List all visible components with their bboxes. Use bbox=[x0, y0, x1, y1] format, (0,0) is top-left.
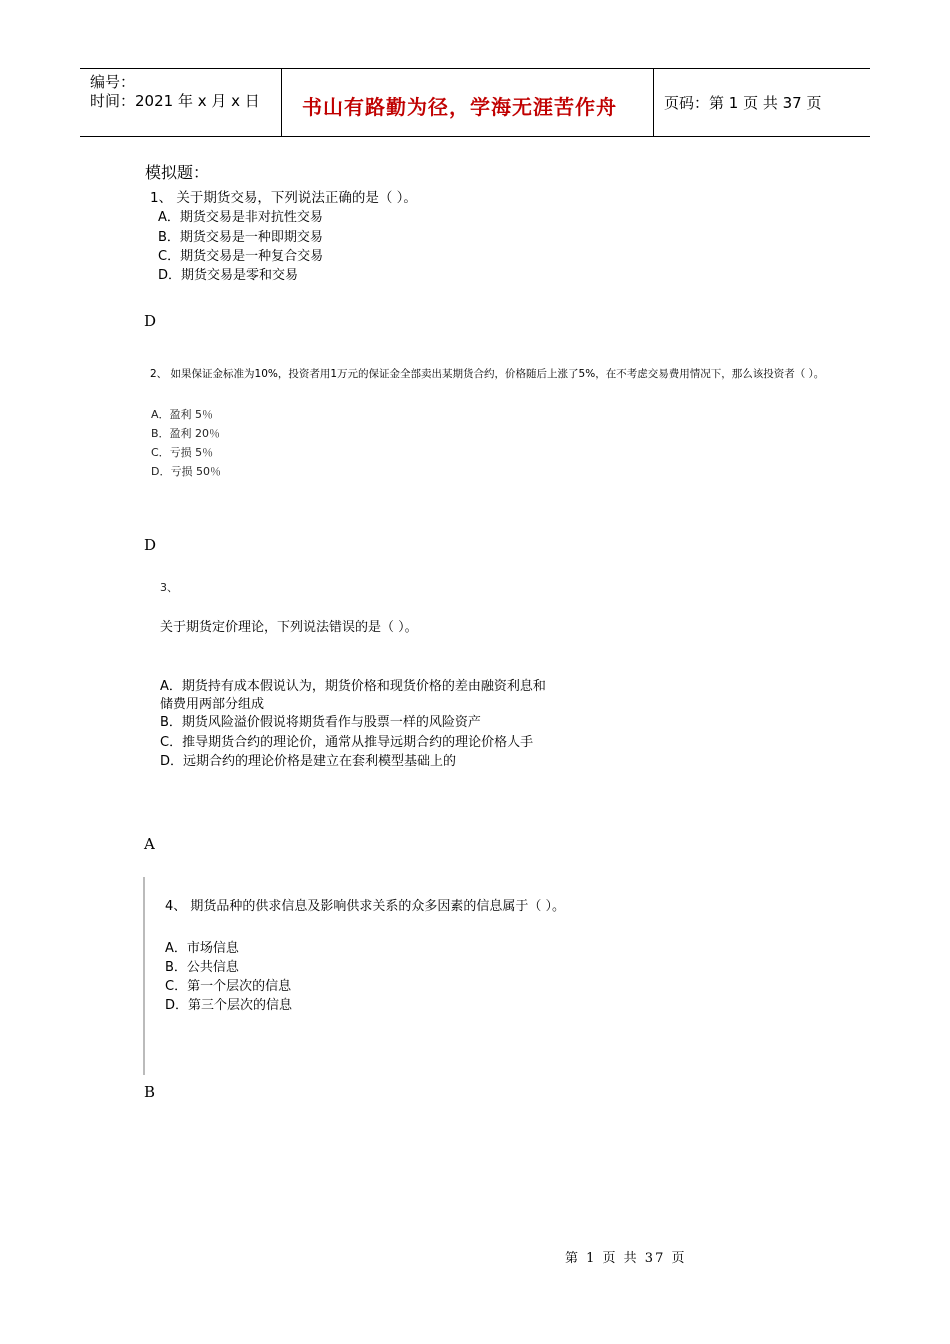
question-4-option-b: B．公共信息 bbox=[165, 960, 239, 975]
question-3-option-b: B．期货风险溢价假说将期货看作与股票一样的风险资产 bbox=[160, 715, 481, 730]
question-3-option-a-continued: 储费用两部分组成 bbox=[160, 697, 265, 712]
header-page-number: 页码：第 1 页 共 37 页 bbox=[664, 94, 822, 112]
question-4-answer: B bbox=[144, 1083, 156, 1101]
header-info-cell bbox=[80, 69, 282, 136]
header-table bbox=[80, 68, 870, 137]
section-title: 模拟题： bbox=[145, 163, 210, 182]
document-number-label: 编号： bbox=[90, 73, 136, 91]
question-1-answer: D bbox=[144, 312, 157, 330]
question-2-option-a: A．盈利 5％ bbox=[151, 408, 214, 421]
question-3-number: 3、 bbox=[160, 581, 178, 594]
question-4-option-a: A．市场信息 bbox=[165, 941, 239, 956]
question-3-option-d: D．远期合约的理论价格是建立在套利模型基础上的 bbox=[160, 754, 457, 769]
question-2-option-c: C．亏损 5％ bbox=[151, 446, 214, 459]
question-3-option-a: A．期货持有成本假说认为，期货价格和现货价格的差由融资利息和 bbox=[160, 679, 546, 694]
question-2-stem: 2、 如果保证金标准为10%，投资者用1万元的保证金全部卖出某期货合约，价格随后上涨了5%，在不考虑交易费用情况下，那么该投资者（ ）。 bbox=[150, 368, 825, 380]
header-motto: 书山有路勤为径，学海无涯苦作舟 bbox=[302, 95, 617, 119]
document-date-label: 时间：2021 年 x 月 x 日 bbox=[90, 92, 260, 110]
question-2-answer: D bbox=[144, 536, 157, 554]
page-footer: 第 1 页 共 37 页 bbox=[565, 1251, 687, 1266]
question-4-option-d: D．第三个层次的信息 bbox=[165, 998, 293, 1013]
header-page-cell bbox=[655, 69, 870, 136]
question-4-option-c: C．第一个层次的信息 bbox=[165, 979, 292, 994]
question-2-option-d: D．亏损 50％ bbox=[151, 465, 221, 478]
question-1-option-c: C．期货交易是一种复合交易 bbox=[158, 249, 324, 264]
header-motto-cell bbox=[282, 69, 654, 136]
question-1-option-d: D．期货交易是零和交易 bbox=[158, 268, 299, 283]
question-3-answer: A bbox=[144, 835, 155, 853]
question-1-option-b: B．期货交易是一种即期交易 bbox=[158, 230, 323, 245]
question-4-margin-bar bbox=[143, 877, 145, 1075]
question-4-stem: 4、 期货品种的供求信息及影响供求关系的众多因素的信息属于（ ）。 bbox=[165, 899, 566, 914]
question-3-stem: 关于期货定价理论，下列说法错误的是（ ）。 bbox=[160, 620, 418, 635]
question-1-option-a: A．期货交易是非对抗性交易 bbox=[158, 210, 323, 225]
question-2-option-b: B．盈利 20％ bbox=[151, 427, 221, 440]
question-1-stem: 1、 关于期货交易，下列说法正确的是（ ）。 bbox=[150, 190, 417, 206]
question-3-option-c: C．推导期货合约的理论价，通常从推导远期合约的理论价格人手 bbox=[160, 735, 534, 750]
